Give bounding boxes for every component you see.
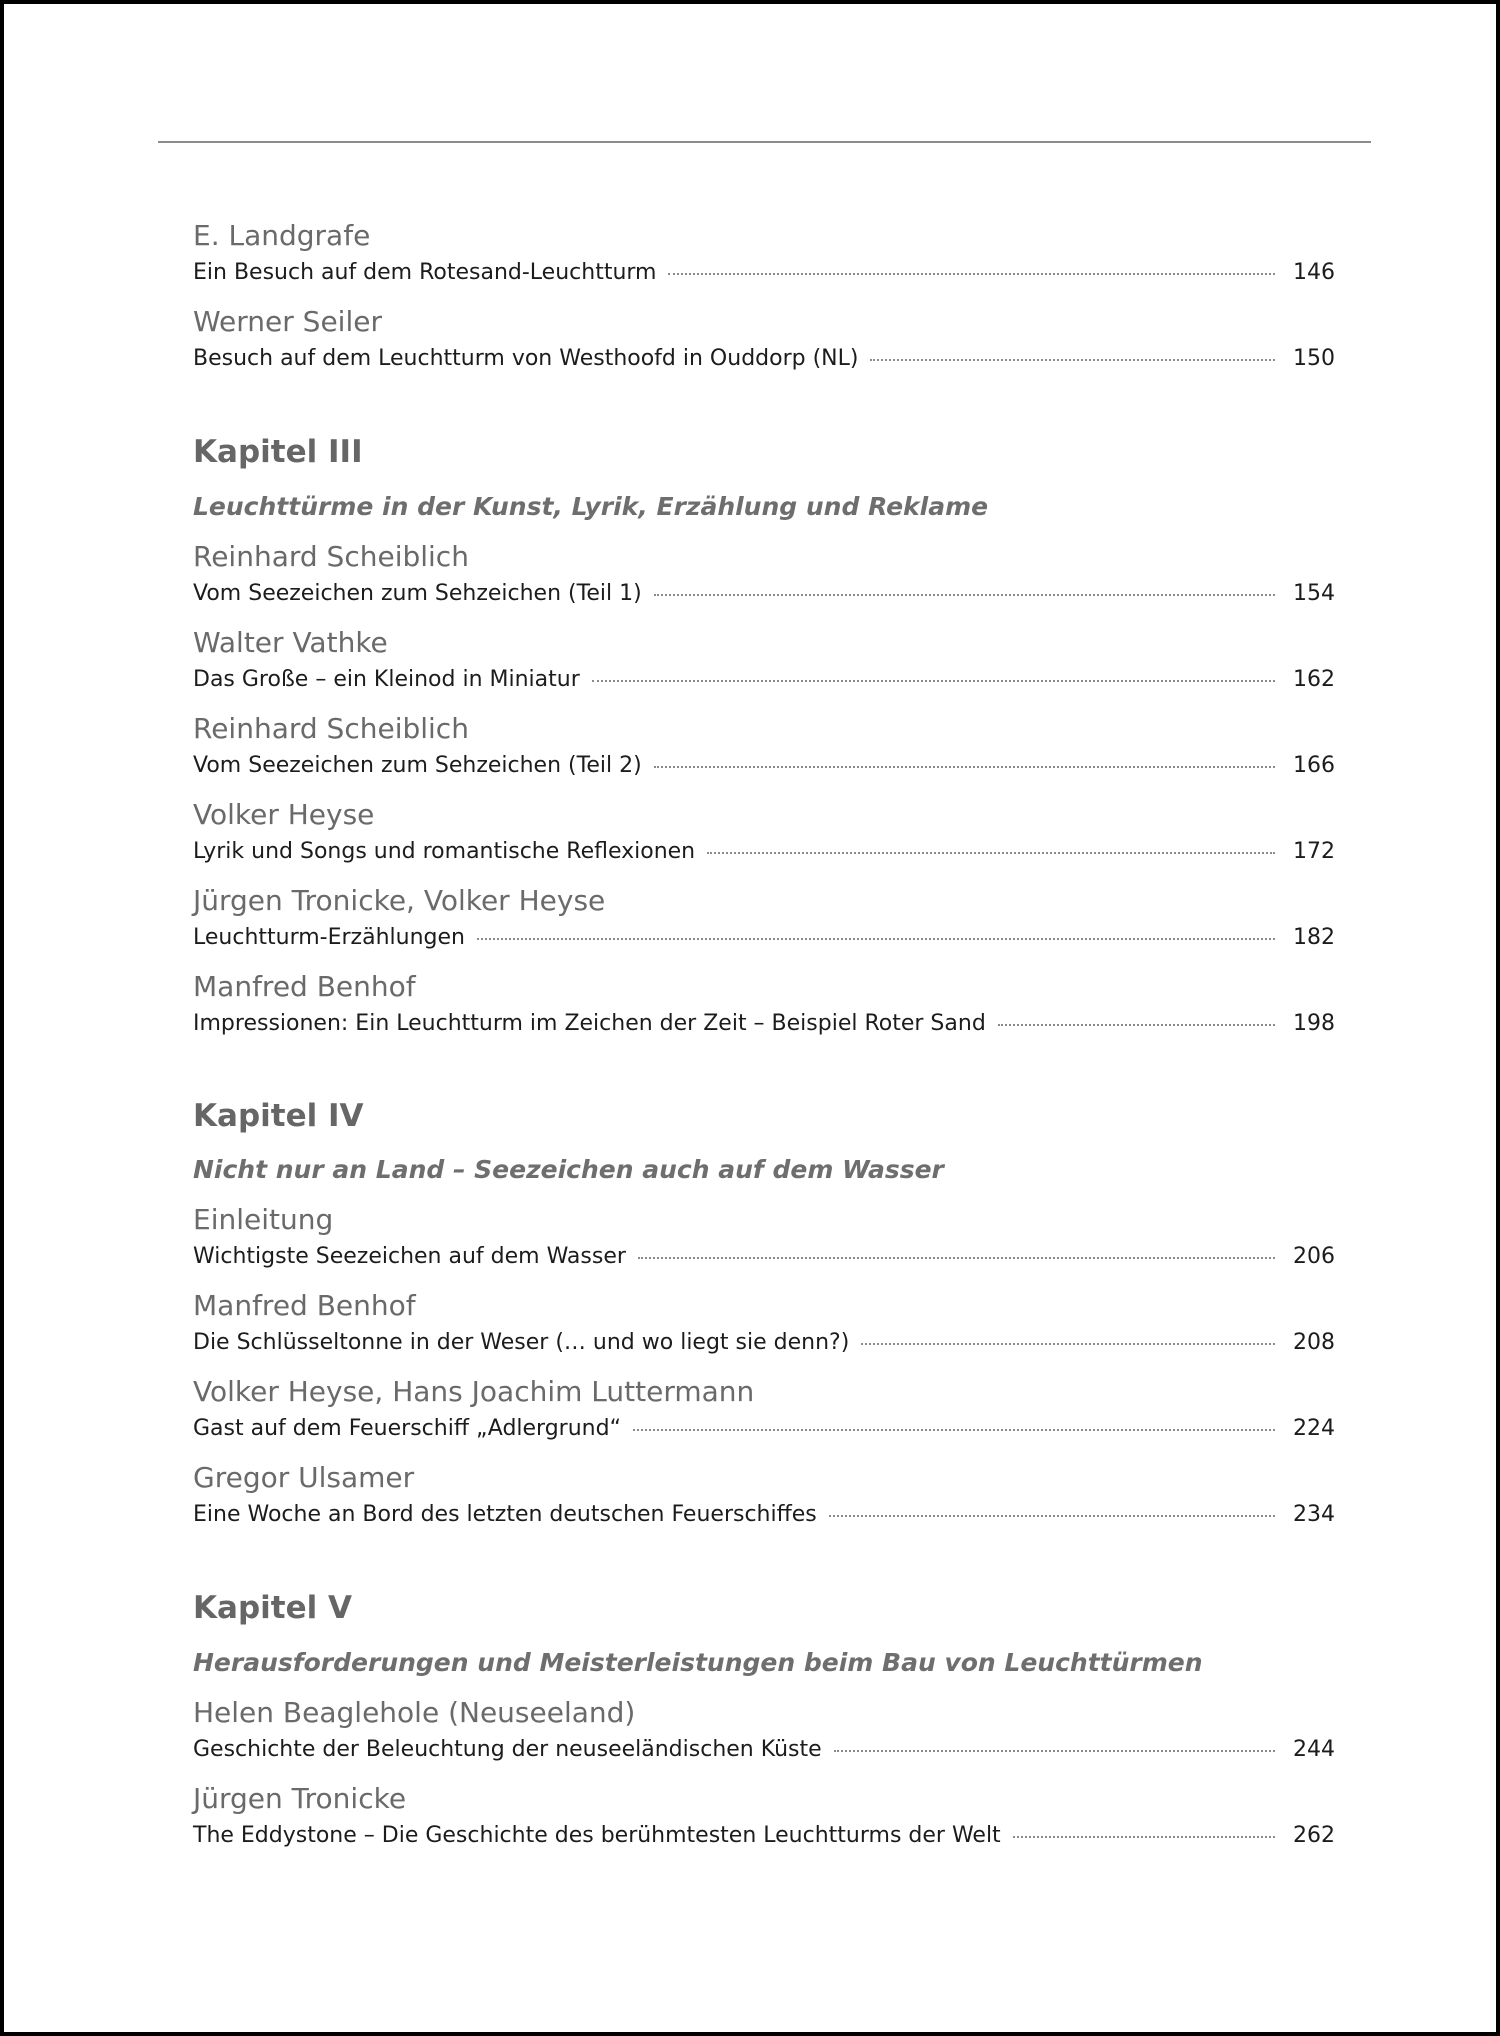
entry-author: Manfred Benhof: [193, 1289, 416, 1322]
chapter-heading: Kapitel V: [193, 1590, 353, 1626]
page-number: 224: [1293, 1416, 1335, 1441]
entry-author: Jürgen Tronicke, Volker Heyse: [193, 884, 606, 917]
page-number: 172: [1293, 839, 1335, 864]
page-number: 162: [1293, 667, 1335, 692]
entry-author: Reinhard Scheiblich: [193, 712, 469, 745]
page-number: 208: [1293, 1330, 1335, 1355]
entry-title: Vom Seezeichen zum Sehzeichen (Teil 2): [193, 753, 642, 778]
entry-author: Gregor Ulsamer: [193, 1461, 415, 1494]
page-number: 244: [1293, 1737, 1335, 1762]
toc-entry[interactable]: [193, 755, 1335, 777]
toc-entry[interactable]: [193, 1418, 1335, 1440]
dot-leader: [1013, 1836, 1275, 1838]
entry-author: Helen Beaglehole (Neuseeland): [193, 1696, 636, 1729]
dot-leader: [633, 1429, 1275, 1431]
dot-leader: [834, 1750, 1275, 1752]
chapter-subtitle: Herausforderungen und Meisterleistungen beim Bau von Leuchttürmen: [193, 1648, 1203, 1677]
entry-title: Leuchtturm-Erzählungen: [193, 925, 465, 950]
entry-title: Impressionen: Ein Leuchtturm im Zeichen der Zeit – Beispiel Roter Sand: [193, 1011, 986, 1036]
toc-entry[interactable]: [193, 348, 1335, 370]
chapter-subtitle: Nicht nur an Land – Seezeichen auch auf dem Wasser: [193, 1155, 944, 1184]
dot-leader: [477, 938, 1275, 940]
dot-leader: [654, 766, 1275, 768]
entry-title: Gast auf dem Feuerschiff „Adlergrund“: [193, 1416, 621, 1441]
toc-entry[interactable]: [193, 1246, 1335, 1268]
toc-entry[interactable]: [193, 583, 1335, 605]
dot-leader: [829, 1515, 1275, 1517]
entry-title: Besuch auf dem Leuchtturm von Westhoofd in Ouddorp (NL): [193, 346, 859, 371]
entry-author: Werner Seiler: [193, 305, 382, 338]
entry-author: Reinhard Scheiblich: [193, 540, 469, 573]
entry-title: Geschichte der Beleuchtung der neuseeländischen Küste: [193, 1737, 822, 1762]
page-number: 154: [1293, 581, 1335, 606]
entry-author: Walter Vathke: [193, 626, 388, 659]
dot-leader: [668, 273, 1275, 275]
entry-title: Das Große – ein Kleinod in Miniatur: [193, 667, 580, 692]
toc-entry[interactable]: [193, 669, 1335, 691]
entry-author: Volker Heyse: [193, 798, 375, 831]
entry-title: Die Schlüsseltonne in der Weser (… und wo liegt sie denn?): [193, 1330, 850, 1355]
dot-leader: [654, 594, 1275, 596]
dot-leader: [998, 1024, 1275, 1026]
page-number: 182: [1293, 925, 1335, 950]
page-number: 206: [1293, 1244, 1335, 1269]
dot-leader: [638, 1257, 1275, 1259]
toc-entry[interactable]: [193, 1013, 1335, 1035]
entry-author: Volker Heyse, Hans Joachim Luttermann: [193, 1375, 755, 1408]
toc-entry[interactable]: [193, 1332, 1335, 1354]
entry-author: Manfred Benhof: [193, 970, 416, 1003]
entry-title: Lyrik und Songs und romantische Reflexionen: [193, 839, 696, 864]
chapter-subtitle: Leuchttürme in der Kunst, Lyrik, Erzählung und Reklame: [193, 492, 989, 521]
entry-author: E. Landgrafe: [193, 219, 371, 252]
dot-leader: [592, 680, 1275, 682]
entry-title: Vom Seezeichen zum Sehzeichen (Teil 1): [193, 581, 642, 606]
page-number: 150: [1293, 346, 1335, 371]
chapter-heading: Kapitel IV: [193, 1098, 364, 1134]
toc-entry[interactable]: [193, 1825, 1335, 1847]
toc-entry[interactable]: [193, 1504, 1335, 1526]
entry-title: The Eddystone – Die Geschichte des berühmtesten Leuchtturms der Welt: [193, 1823, 1001, 1848]
chapter-heading: Kapitel III: [193, 434, 363, 470]
entry-title: Wichtigste Seezeichen auf dem Wasser: [193, 1244, 626, 1269]
entry-title: Ein Besuch auf dem Rotesand-Leuchtturm: [193, 260, 657, 285]
toc-entry[interactable]: [193, 1739, 1335, 1761]
entry-author: Einleitung: [193, 1203, 334, 1236]
dot-leader: [707, 852, 1275, 854]
dot-leader: [861, 1343, 1275, 1345]
toc-entry[interactable]: [193, 927, 1335, 949]
page-number: 234: [1293, 1502, 1335, 1527]
page-number: 198: [1293, 1011, 1335, 1036]
page-number: 262: [1293, 1823, 1335, 1848]
page-number: 166: [1293, 753, 1335, 778]
toc-entry[interactable]: [193, 841, 1335, 863]
entry-title: Eine Woche an Bord des letzten deutschen Feuerschiffes: [193, 1502, 817, 1527]
entry-author: Jürgen Tronicke: [193, 1782, 407, 1815]
toc-entry[interactable]: [193, 262, 1335, 284]
page-number: 146: [1293, 260, 1335, 285]
dot-leader: [870, 359, 1275, 361]
